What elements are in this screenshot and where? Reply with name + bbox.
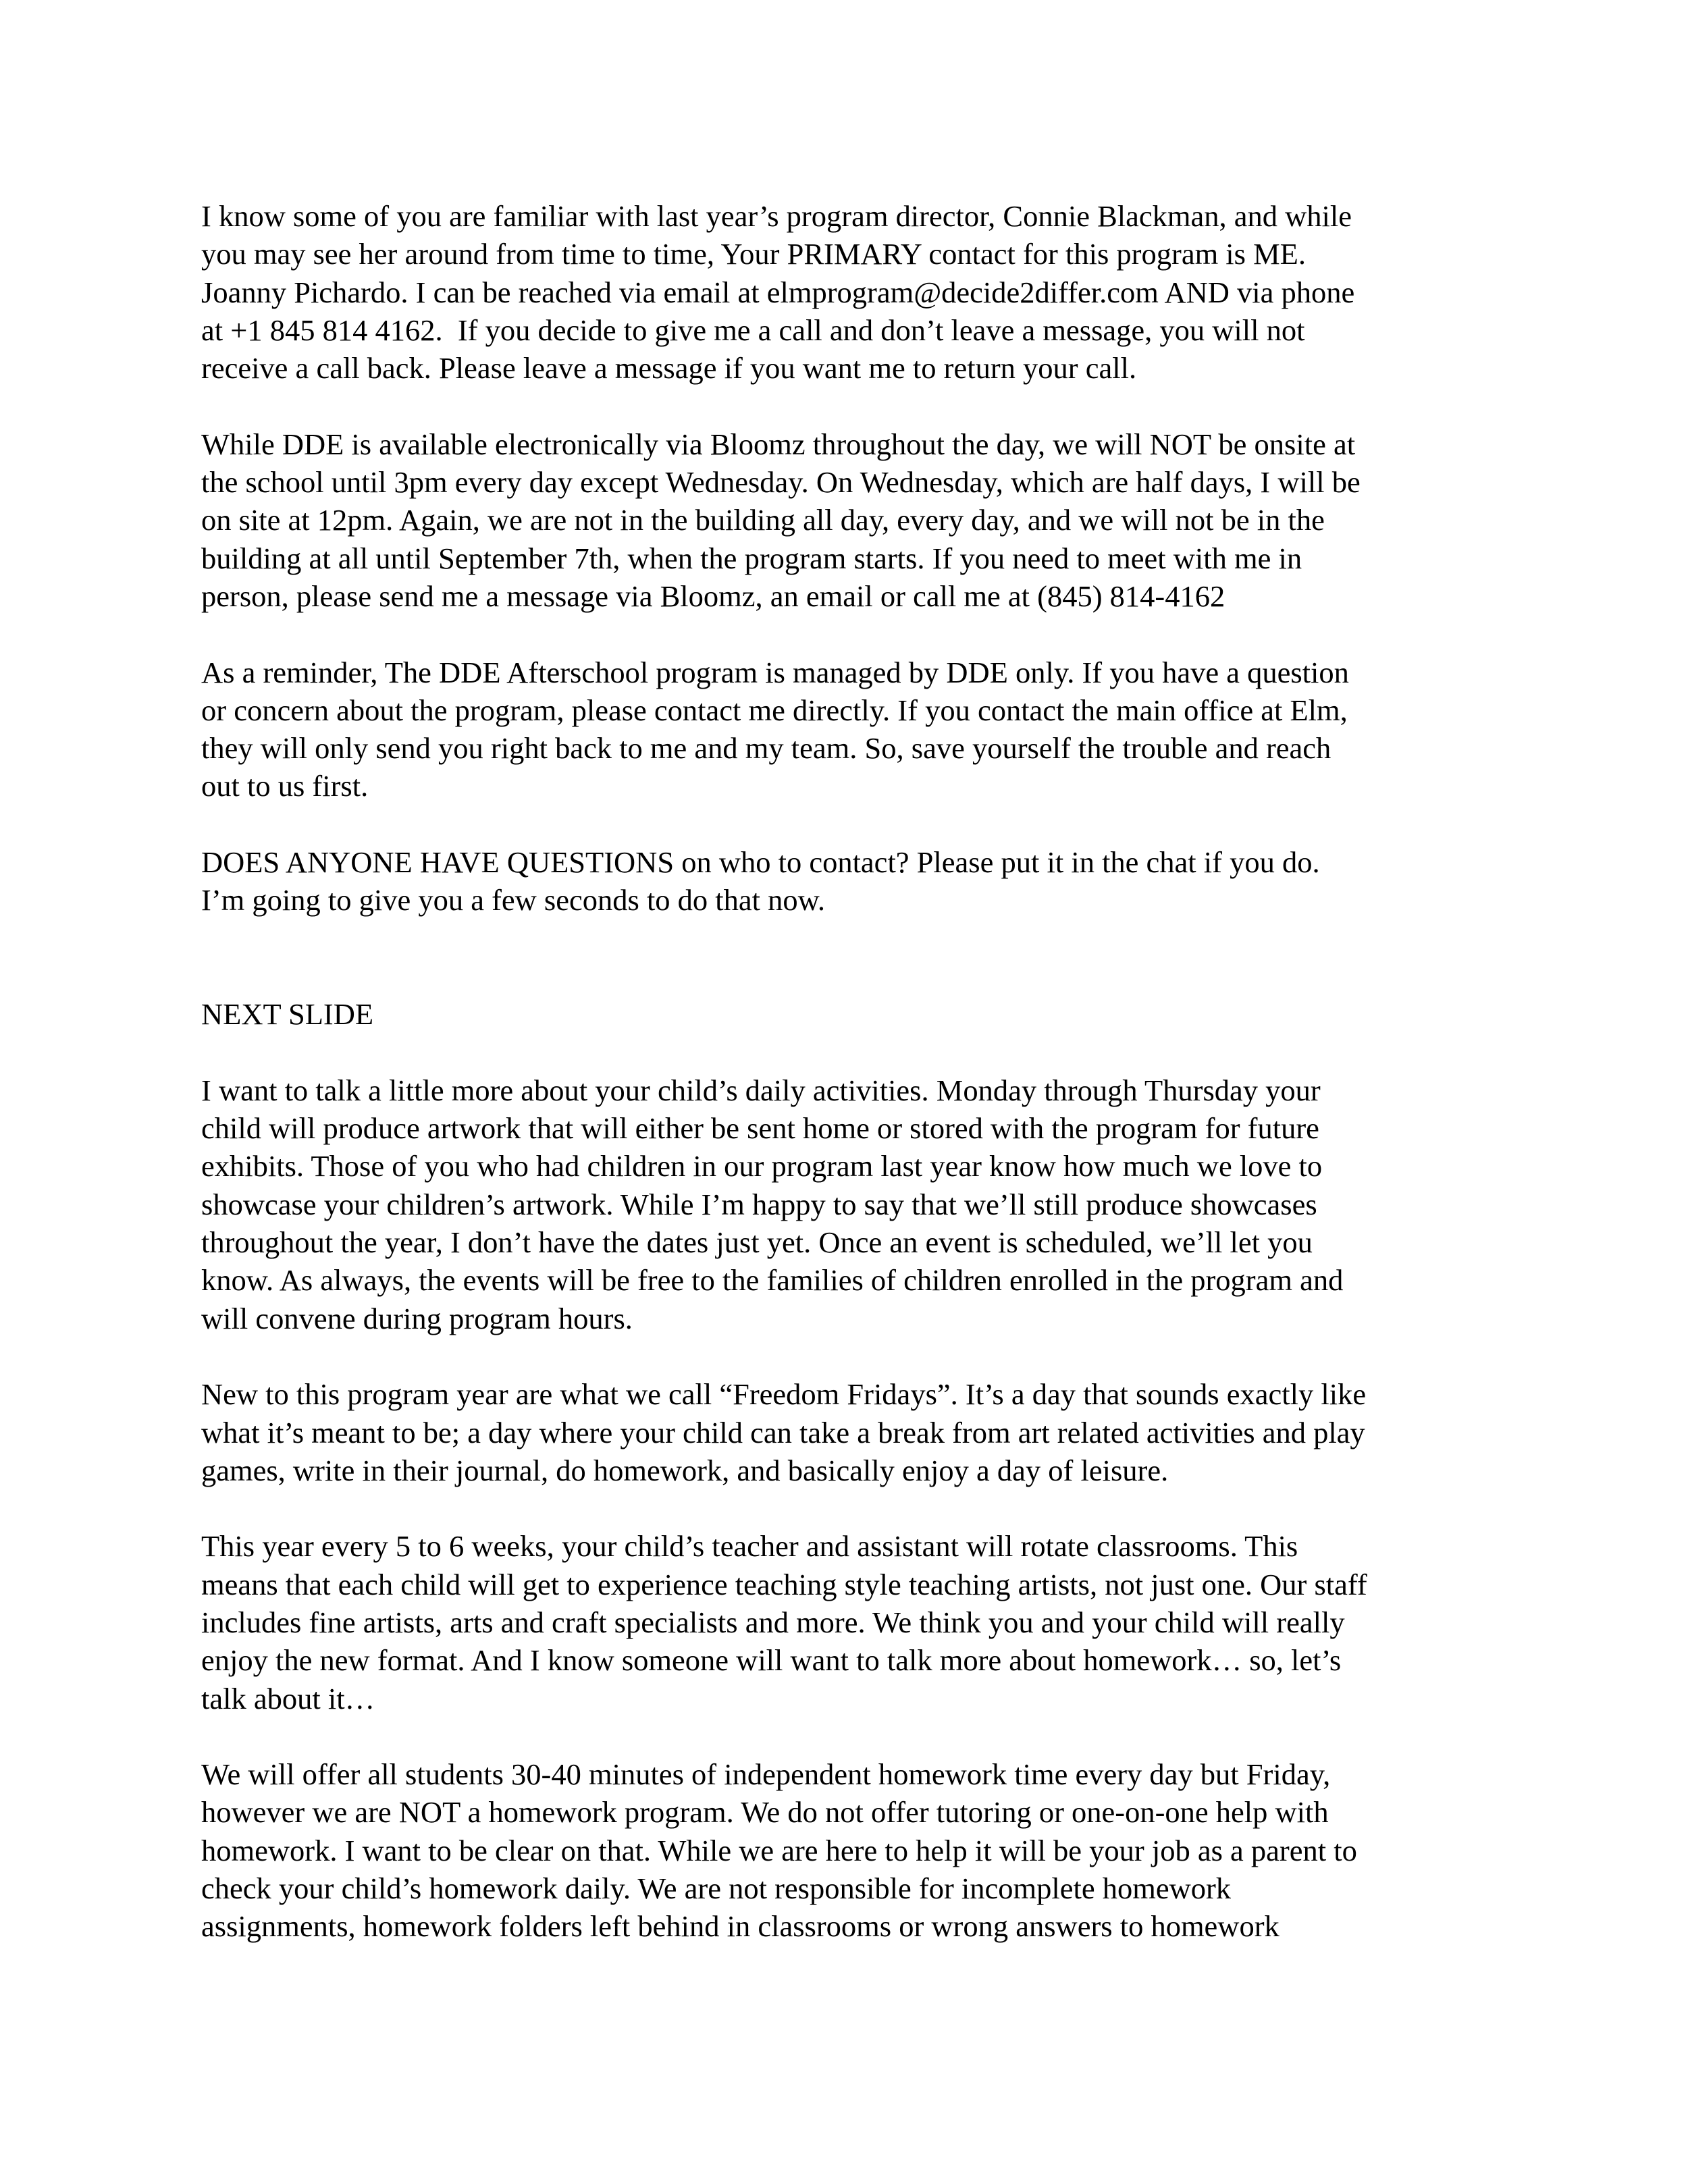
paragraph-daily-activities bbox=[201, 1071, 1525, 1337]
text-line: receive a call back. Please leave a message if you want me to return your call. bbox=[201, 351, 1137, 385]
text-line: check your child’s homework daily. We are not responsible for incomplete homework bbox=[201, 1871, 1232, 1906]
slide-marker-heading: NEXT SLIDE bbox=[201, 997, 374, 1032]
text-line: While DDE is available electronically via Bloomz throughout the day, we will NOT be onsite at bbox=[201, 427, 1356, 461]
text-line: I know some of you are familiar with last year’s program director, Connie Blackman, and while bbox=[201, 199, 1352, 233]
text-line: showcase your children’s artwork. While I’m happy to say that we’ll still produce showcases bbox=[201, 1187, 1317, 1221]
paragraph-contact-intro bbox=[201, 197, 1525, 387]
text-line: know. As always, the events will be free to the families of children enrolled in the program and bbox=[201, 1263, 1344, 1298]
text-line: I’m going to give you a few seconds to do that now. bbox=[201, 883, 826, 917]
text-line: enjoy the new format. And I know someone will want to talk more about homework… so, let’s bbox=[201, 1643, 1342, 1678]
text-line: at +1 845 814 4162. If you decide to give me a call and don’t leave a message, you will not bbox=[201, 313, 1305, 347]
text-line: exhibits. Those of you who had children in our program last year know how much we love to bbox=[201, 1149, 1323, 1183]
text-line: New to this program year are what we call “Freedom Fridays”. It’s a day that sounds exactly like bbox=[201, 1377, 1367, 1412]
text-line: talk about it… bbox=[201, 1681, 375, 1715]
text-line: they will only send you right back to me and my team. So, save yourself the trouble and reach bbox=[201, 731, 1331, 766]
paragraph-homework bbox=[201, 1755, 1525, 1945]
text-line: This year every 5 to 6 weeks, your child’s teacher and assistant will rotate classrooms. This bbox=[201, 1529, 1298, 1564]
paragraph-rotation bbox=[201, 1527, 1525, 1717]
paragraph-onsite-hours bbox=[201, 425, 1525, 615]
text-line: what it’s meant to be; a day where your child can take a break from art related activities and play bbox=[201, 1415, 1365, 1449]
text-line: on site at 12pm. Again, we are not in the building all day, every day, and we will not be in the bbox=[201, 503, 1325, 537]
text-line: out to us first. bbox=[201, 769, 369, 803]
text-line: We will offer all students 30-40 minutes of independent homework time every day but Friday, bbox=[201, 1757, 1331, 1792]
text-line: will convene during program hours. bbox=[201, 1301, 633, 1335]
text-line: includes fine artists, arts and craft specialists and more. We think you and your child will really bbox=[201, 1605, 1345, 1639]
text-line: throughout the year, I don’t have the dates just yet. Once an event is scheduled, we’ll let you bbox=[201, 1225, 1313, 1260]
text-line: building at all until September 7th, when the program starts. If you need to meet with me in bbox=[201, 541, 1302, 575]
text-line: you may see her around from time to time, Your PRIMARY contact for this program is ME. bbox=[201, 237, 1306, 271]
text-line: assignments, homework folders left behind in classrooms or wrong answers to homework bbox=[201, 1909, 1280, 1944]
text-line: Joanny Pichardo. I can be reached via email at elmprogram@decide2differ.com AND via phone bbox=[201, 275, 1355, 309]
text-line: child will produce artwork that will either be sent home or stored with the program for future bbox=[201, 1111, 1319, 1146]
text-line: I want to talk a little more about your child’s daily activities. Monday through Thursday your bbox=[201, 1073, 1321, 1107]
text-line: person, please send me a message via Bloomz, an email or call me at (845) 814-4162 bbox=[201, 579, 1225, 613]
paragraph-managed-by-dde bbox=[201, 654, 1525, 805]
paragraph-next-slide bbox=[201, 995, 1525, 1033]
text-line: homework. I want to be clear on that. While we are here to help it will be your job as a parent to bbox=[201, 1833, 1357, 1867]
paragraph-freedom-fridays bbox=[201, 1375, 1525, 1489]
text-line: or concern about the program, please contact me directly. If you contact the main office at Elm, bbox=[201, 693, 1348, 727]
text-line: the school until 3pm every day except Wednesday. On Wednesday, which are half days, I will be bbox=[201, 465, 1361, 500]
text-line: however we are NOT a homework program. We do not offer tutoring or one-on-one help with bbox=[201, 1795, 1329, 1830]
text-line: As a reminder, The DDE Afterschool program is managed by DDE only. If you have a question bbox=[201, 655, 1349, 689]
text-line: means that each child will get to experience teaching style teaching artists, not just one. Our staff bbox=[201, 1567, 1367, 1601]
document-body bbox=[201, 197, 1525, 1983]
paragraph-questions-prompt bbox=[201, 843, 1525, 920]
text-line: games, write in their journal, do homework, and basically enjoy a day of leisure. bbox=[201, 1453, 1169, 1487]
text-line: DOES ANYONE HAVE QUESTIONS on who to contact? Please put it in the chat if you do. bbox=[201, 845, 1320, 880]
